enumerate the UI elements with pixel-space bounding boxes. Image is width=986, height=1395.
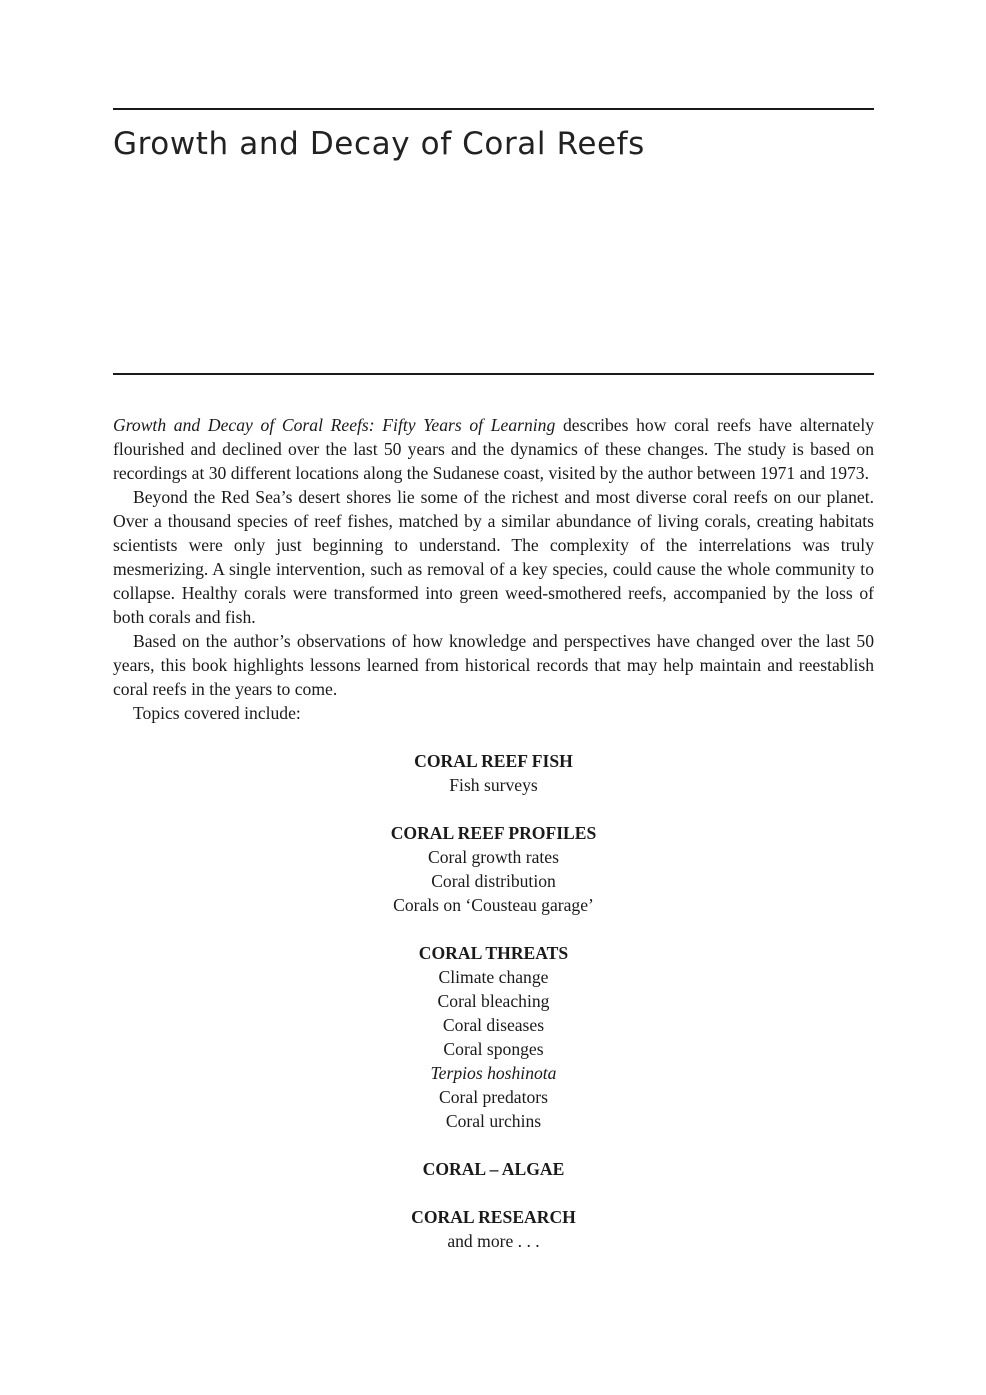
top-rule — [113, 108, 874, 110]
topic-group — [113, 1157, 874, 1181]
topic-group — [113, 941, 874, 1133]
topic-item: Coral growth rates — [428, 847, 559, 867]
topic-heading: CORAL THREATS — [418, 943, 569, 963]
topic-item: and more . . . — [447, 1231, 540, 1251]
topic-group — [113, 821, 874, 917]
topic-heading: CORAL – ALGAE — [422, 1159, 565, 1179]
topic-item: Coral diseases — [442, 1015, 545, 1035]
blurb-body — [113, 413, 874, 1277]
topic-group — [113, 1205, 874, 1253]
topic-item: Coral predators — [439, 1087, 548, 1107]
topic-group — [113, 749, 874, 797]
intro-paragraph-1 — [113, 413, 874, 485]
intro-paragraph-2: Beyond the Red Sea’s desert shores lie some of the richest and most diverse coral reefs on our planet. Over a thousand species of reef fishes, matched by a similar abundance of living corals, creating habitats scientists were only just beginning to understand. The complexity of the interrelations was truly mesmerizing. A single intervention, such as removal of a key species, could cause the whole community to collapse. Healthy corals were transformed into green weed-smothered reefs, accompanied by the loss of both corals and fish. — [113, 487, 874, 627]
topic-heading: CORAL REEF PROFILES — [390, 823, 597, 843]
topics-list — [113, 749, 874, 1253]
page-title: Growth and Decay of Coral Reefs — [113, 126, 645, 162]
topic-item: Climate change — [438, 967, 549, 987]
topic-item: Corals on ‘Cousteau garage’ — [393, 895, 594, 915]
back-cover-page — [113, 0, 874, 1395]
topic-item: Coral distribution — [431, 871, 556, 891]
topic-item: Fish surveys — [449, 775, 538, 795]
topic-heading: CORAL REEF FISH — [414, 751, 573, 771]
topic-item: Coral bleaching — [437, 991, 550, 1011]
topic-item: Coral sponges — [443, 1039, 544, 1059]
book-title-italic: Growth and Decay of Coral Reefs: Fifty Years of Learning — [113, 415, 556, 435]
intro-paragraph-3: Based on the author’s observations of how knowledge and perspectives have changed over the last 50 years, this book highlights lessons learned from historical records that may help maintain and reestablish coral reefs in the years to come. — [113, 631, 874, 699]
intro-paragraph-1-text: describes how coral reefs have alternately flourished and declined over the last 50 years and the dynamics of these changes. The study is based on recordings at 30 different locations along the Sudanese coast, visited by the author between 1971 and 1973. — [113, 415, 874, 483]
topic-item-species: Terpios hoshinota — [430, 1063, 557, 1083]
topics-intro: Topics covered include: — [133, 703, 301, 723]
topic-item: Coral urchins — [445, 1111, 542, 1131]
topic-heading: CORAL RESEARCH — [411, 1207, 576, 1227]
title-bottom-rule — [113, 373, 874, 375]
